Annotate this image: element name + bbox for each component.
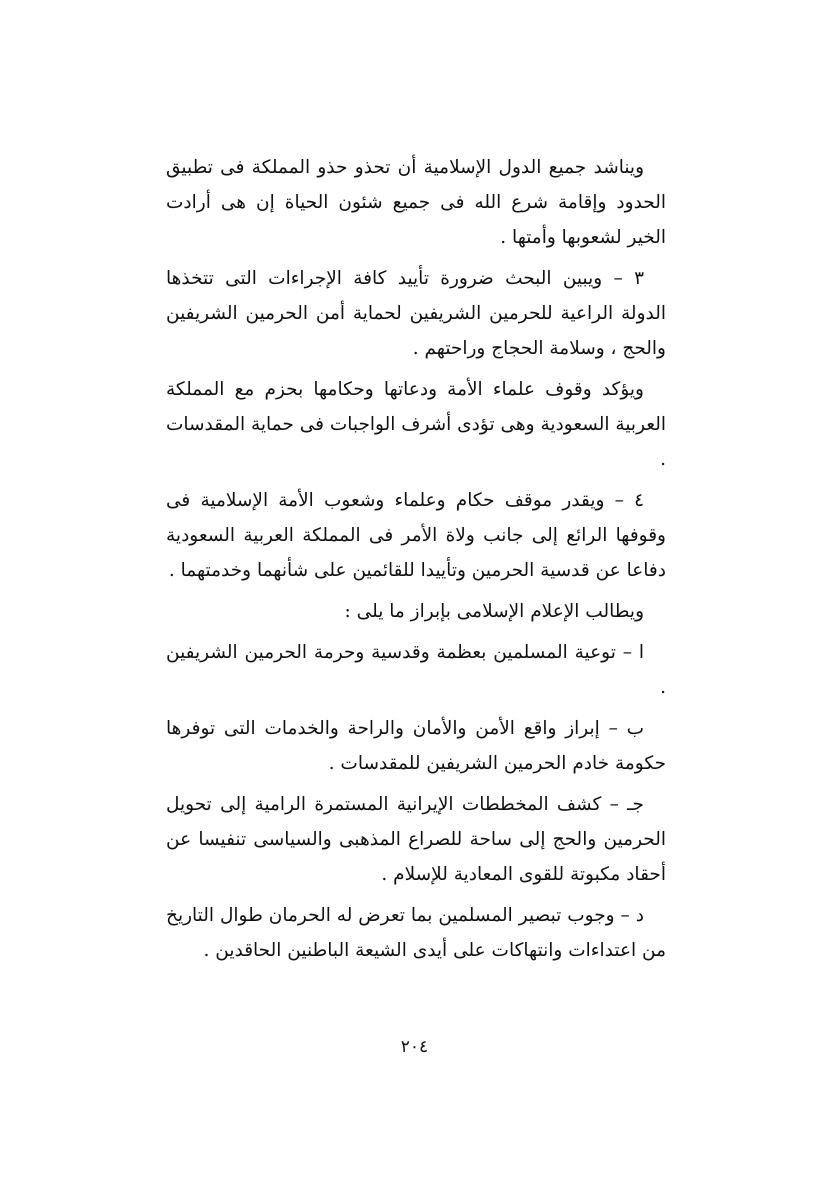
page-number: ٢٠٤ bbox=[400, 1037, 429, 1057]
paragraph-appeal-to-islamic-states: ويناشد جميع الدول الإسلامية أن تحذو حذو المملكة فى تطبيق الحدود وإقامة شرع الله فى جميع شئون الحياة إن هى أرادت الخير لشعوبها وأمتها . bbox=[166, 157, 666, 248]
list-item-a: ا – توعية المسلمين بعظمة وقدسية وحرمة الحرمين الشريفين . bbox=[166, 642, 666, 698]
paragraph-media-demand: ويطالب الإعلام الإسلامى بإبراز ما يلى : bbox=[344, 601, 644, 622]
body-text bbox=[166, 150, 666, 974]
paragraph-point-3: ٣ – ويبين البحث ضرورة تأييد كافة الإجراءات التى تتخذها الدولة الراعية للحرمين الشريفين لحماية أمن الحرمين الشريفين والحج ، وسلامة الحجاج وراحتهم . bbox=[166, 268, 666, 359]
list-item-b: ب – إبراز واقع الأمن والأمان والراحة والخدمات التى توفرها حكومة خادم الحرمين الشريفين للمقدسات . bbox=[166, 718, 666, 774]
paragraph-scholars-stance: ويؤكد وقوف علماء الأمة ودعاتها وحكامها بحزم مع المملكة العربية السعودية وهى تؤدى أشرف الواجبات فى حماية المقدسات . bbox=[166, 379, 666, 470]
paragraph-point-4: ٤ – ويقدر موقف حكام وعلماء وشعوب الأمة الإسلامية فى وقوفها الرائع إلى جانب ولاة الأمر فى المملكة العربية السعودية دفاعا عن قدسية الحرمين وتأييدا للقائمين على شأنهما وخدمتهما . bbox=[166, 490, 666, 581]
list-item-c: جـ – كشف المخططات الإيرانية المستمرة الرامية إلى تحويل الحرمين والحج إلى ساحة للصراع المذهبى والسياسى تنفيسا عن أحقاد مكبوتة للقوى المعادية للإسلام . bbox=[166, 794, 666, 885]
list-item-d: د – وجوب تبصير المسلمين بما تعرض له الحرمان طوال التاريخ من اعتداءات وانتهاكات على أيدى الشيعة الباطنين الحاقدين . bbox=[166, 905, 666, 961]
